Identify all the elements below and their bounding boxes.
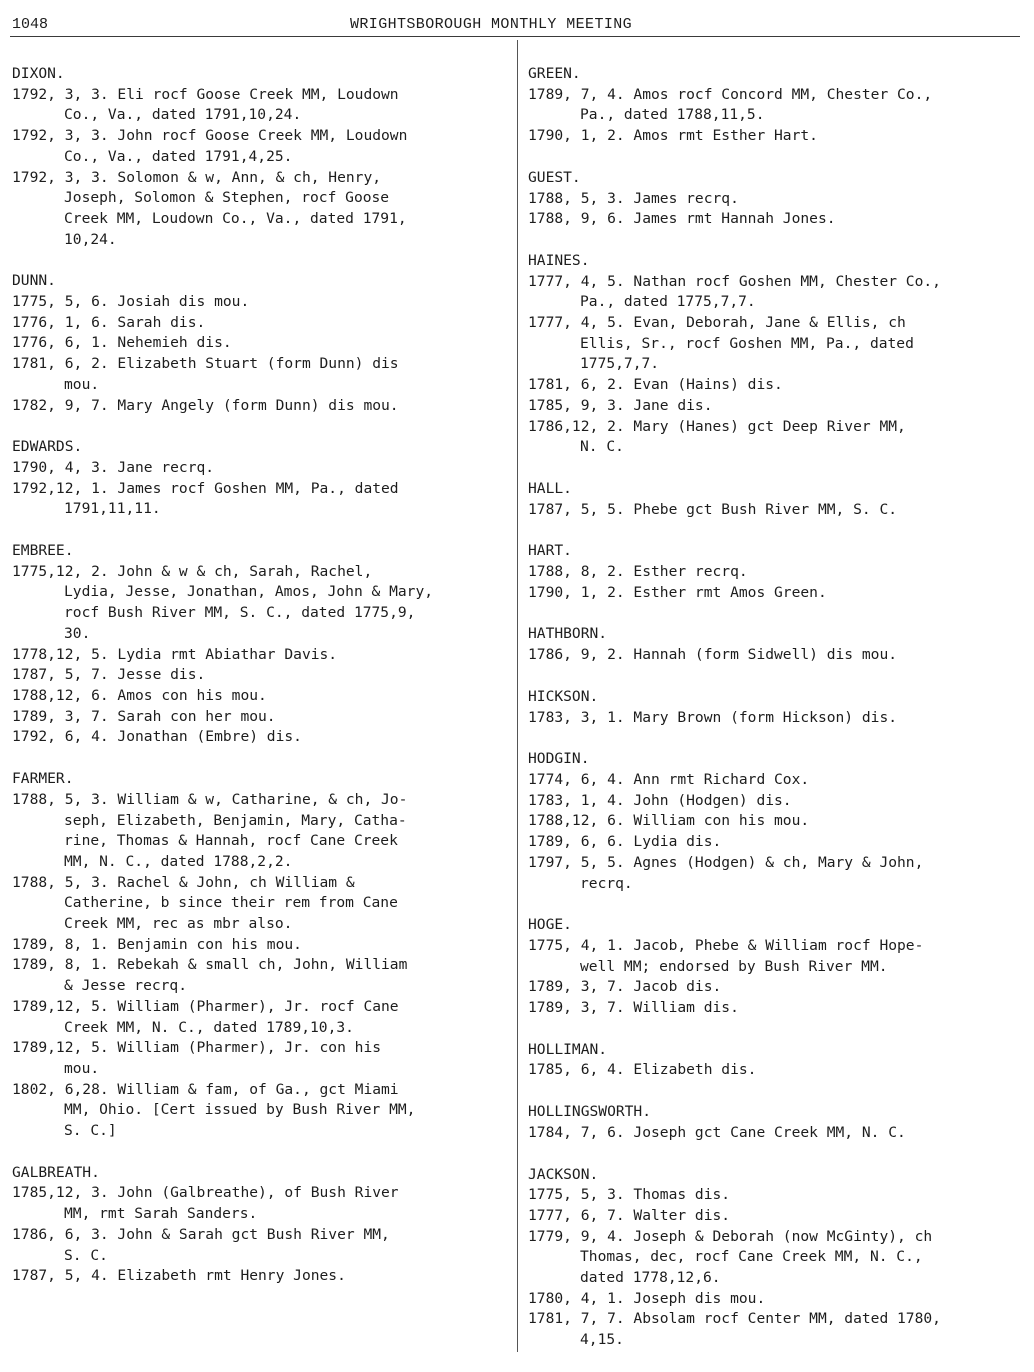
record-line: 1790, 1, 2. Esther rmt Amos Green. bbox=[528, 583, 827, 601]
record-continuation-line: S. C.] bbox=[64, 1122, 117, 1140]
record-line: 1788, 8, 2. Esther recrq. bbox=[528, 563, 748, 581]
record-entry bbox=[12, 354, 510, 395]
record-continuation-line: Thomas, dec, rocf Cane Creek MM, N. C., bbox=[580, 1248, 923, 1266]
record-entry bbox=[528, 977, 1022, 998]
record-continuation-line: rocf Bush River MM, S. C., dated 1775,9, bbox=[64, 604, 416, 622]
record-entry bbox=[528, 189, 1022, 210]
family-surname: HALL. bbox=[528, 479, 572, 497]
record-entry bbox=[528, 811, 1022, 832]
family-surname: DUNN. bbox=[12, 272, 56, 290]
record-line: 1789, 3, 7. Sarah con her mou. bbox=[12, 707, 276, 725]
family-block bbox=[12, 271, 510, 416]
record-continuation-line: Catherine, b since their rem from Cane bbox=[64, 894, 398, 912]
family-block bbox=[12, 437, 510, 520]
record-entry bbox=[528, 1309, 1022, 1350]
record-line: 1790, 1, 2. Amos rmt Esther Hart. bbox=[528, 127, 818, 145]
left-column bbox=[12, 64, 510, 1308]
record-line: 1789, 7, 4. Amos rocf Concord MM, Chester Co., bbox=[528, 85, 933, 103]
family-block bbox=[12, 64, 510, 250]
record-line: 1792,12, 1. James rocf Goshen MM, Pa., dated bbox=[12, 479, 399, 497]
family-block bbox=[528, 479, 1022, 520]
record-continuation-line: MM, Ohio. [Cert issued by Bush River MM, bbox=[64, 1101, 416, 1119]
record-entry bbox=[528, 562, 1022, 583]
record-entry bbox=[12, 686, 510, 707]
record-continuation-line: 4,15. bbox=[580, 1331, 624, 1349]
record-entry bbox=[12, 727, 510, 748]
family-block bbox=[528, 687, 1022, 728]
record-line: 1802, 6,28. William & fam, of Ga., gct Miami bbox=[12, 1080, 399, 1098]
record-line: 1780, 4, 1. Joseph dis mou. bbox=[528, 1289, 766, 1307]
record-entry bbox=[528, 770, 1022, 791]
record-entry bbox=[528, 583, 1022, 604]
record-line: 1788, 5, 3. James recrq. bbox=[528, 189, 739, 207]
page-header bbox=[10, 14, 1020, 37]
record-entry bbox=[12, 396, 510, 417]
record-entry bbox=[12, 292, 510, 313]
family-block bbox=[528, 251, 1022, 458]
record-entry bbox=[12, 645, 510, 666]
right-column bbox=[528, 64, 1022, 1372]
family-surname: GALBREATH. bbox=[12, 1163, 100, 1181]
record-line: 1792, 6, 4. Jonathan (Embre) dis. bbox=[12, 728, 302, 746]
record-line: 1787, 5, 4. Elizabeth rmt Henry Jones. bbox=[12, 1267, 346, 1285]
record-entry bbox=[528, 936, 1022, 977]
record-entry bbox=[12, 479, 510, 520]
record-continuation-line: Joseph, Solomon & Stephen, rocf Goose bbox=[64, 189, 390, 207]
family-surname: HAINES. bbox=[528, 251, 590, 269]
record-entry bbox=[528, 1289, 1022, 1310]
family-block bbox=[528, 64, 1022, 147]
record-entry bbox=[528, 645, 1022, 666]
record-entry bbox=[528, 272, 1022, 313]
record-entry bbox=[528, 791, 1022, 812]
record-entry bbox=[12, 1225, 510, 1266]
record-continuation-line: dated 1778,12,6. bbox=[580, 1269, 721, 1287]
record-line: 1778,12, 5. Lydia rmt Abiathar Davis. bbox=[12, 645, 338, 663]
family-block bbox=[528, 624, 1022, 665]
record-continuation-line: 30. bbox=[64, 624, 91, 642]
record-entry bbox=[528, 1227, 1022, 1289]
record-line: 1788, 5, 3. Rachel & John, ch William & bbox=[12, 873, 355, 891]
family-surname: HOGE. bbox=[528, 916, 572, 934]
record-line: 1783, 1, 4. John (Hodgen) dis. bbox=[528, 791, 792, 809]
record-continuation-line: well MM; endorsed by Bush River MM. bbox=[580, 957, 888, 975]
record-continuation-line: Pa., dated 1775,7,7. bbox=[580, 293, 756, 311]
record-continuation-line: Co., Va., dated 1791,4,25. bbox=[64, 147, 293, 165]
family-surname: HOLLINGSWORTH. bbox=[528, 1103, 652, 1121]
record-entry bbox=[528, 209, 1022, 230]
record-line: 1781, 6, 2. Elizabeth Stuart (form Dunn) dis bbox=[12, 355, 399, 373]
record-continuation-line: MM, N. C., dated 1788,2,2. bbox=[64, 852, 293, 870]
record-continuation-line: N. C. bbox=[580, 438, 624, 456]
record-entry bbox=[12, 1038, 510, 1079]
record-line: 1785, 6, 4. Elizabeth dis. bbox=[528, 1061, 757, 1079]
record-entry bbox=[528, 998, 1022, 1019]
record-continuation-line: Creek MM, Loudown Co., Va., dated 1791, bbox=[64, 209, 407, 227]
record-line: 1792, 3, 3. Eli rocf Goose Creek MM, Loudown bbox=[12, 85, 399, 103]
column-divider bbox=[517, 40, 518, 1352]
record-entry bbox=[528, 500, 1022, 521]
record-entry bbox=[12, 935, 510, 956]
record-continuation-line: Pa., dated 1788,11,5. bbox=[580, 106, 765, 124]
record-continuation-line: 1791,11,11. bbox=[64, 500, 161, 518]
record-line: 1787, 5, 7. Jesse dis. bbox=[12, 666, 206, 684]
record-line: 1784, 7, 6. Joseph gct Cane Creek MM, N. C. bbox=[528, 1123, 906, 1141]
record-line: 1788,12, 6. William con his mou. bbox=[528, 812, 810, 830]
record-line: 1788,12, 6. Amos con his mou. bbox=[12, 686, 267, 704]
record-continuation-line: MM, rmt Sarah Sanders. bbox=[64, 1205, 258, 1223]
record-line: 1788, 5, 3. William & w, Catharine, & ch, Jo- bbox=[12, 790, 408, 808]
record-line: 1776, 6, 1. Nehemieh dis. bbox=[12, 334, 232, 352]
record-continuation-line: Ellis, Sr., rocf Goshen MM, Pa., dated bbox=[580, 334, 914, 352]
family-block bbox=[528, 915, 1022, 1019]
record-entry bbox=[12, 313, 510, 334]
record-entry bbox=[12, 1266, 510, 1287]
record-line: 1785,12, 3. John (Galbreathe), of Bush River bbox=[12, 1184, 399, 1202]
family-block bbox=[12, 1163, 510, 1287]
record-line: 1789,12, 5. William (Pharmer), Jr. rocf Cane bbox=[12, 997, 399, 1015]
page-number: 1048 bbox=[12, 16, 49, 33]
record-entry bbox=[528, 375, 1022, 396]
record-entry bbox=[12, 126, 510, 167]
family-block bbox=[528, 168, 1022, 230]
record-line: 1781, 6, 2. Evan (Hains) dis. bbox=[528, 376, 783, 394]
record-line: 1789,12, 5. William (Pharmer), Jr. con his bbox=[12, 1039, 382, 1057]
family-surname: GREEN. bbox=[528, 65, 581, 82]
record-line: 1777, 4, 5. Nathan rocf Goshen MM, Chester Co., bbox=[528, 272, 941, 290]
record-entry bbox=[12, 168, 510, 251]
record-line: 1779, 9, 4. Joseph & Deborah (now McGinty), ch bbox=[528, 1227, 933, 1245]
record-line: 1786,12, 2. Mary (Hanes) gct Deep River MM, bbox=[528, 417, 906, 435]
record-continuation-line: Creek MM, rec as mbr also. bbox=[64, 915, 293, 933]
record-entry bbox=[528, 417, 1022, 458]
family-surname: GUEST. bbox=[528, 168, 581, 186]
record-line: 1790, 4, 3. Jane recrq. bbox=[12, 458, 215, 476]
record-line: 1777, 6, 7. Walter dis. bbox=[528, 1206, 731, 1224]
family-block bbox=[528, 1102, 1022, 1143]
record-line: 1789, 8, 1. Rebekah & small ch, John, William bbox=[12, 956, 408, 974]
family-block bbox=[528, 1165, 1022, 1351]
record-entry bbox=[12, 790, 510, 873]
family-surname: HOLLIMAN. bbox=[528, 1040, 608, 1058]
family-surname: EDWARDS. bbox=[12, 438, 83, 456]
record-continuation-line: Creek MM, N. C., dated 1789,10,3. bbox=[64, 1018, 354, 1036]
family-surname: HART. bbox=[528, 542, 572, 560]
record-continuation-line: 10,24. bbox=[64, 230, 117, 248]
running-head-title: WRIGHTSBOROUGH MONTHLY MEETING bbox=[350, 16, 633, 33]
record-entry bbox=[528, 1123, 1022, 1144]
family-block bbox=[528, 749, 1022, 894]
record-entry bbox=[12, 955, 510, 996]
record-line: 1785, 9, 3. Jane dis. bbox=[528, 396, 713, 414]
record-entry bbox=[12, 873, 510, 935]
record-line: 1775, 5, 3. Thomas dis. bbox=[528, 1186, 731, 1204]
record-continuation-line: mou. bbox=[64, 375, 100, 393]
record-entry bbox=[528, 126, 1022, 147]
record-entry bbox=[528, 708, 1022, 729]
record-continuation-line: S. C. bbox=[64, 1246, 108, 1264]
family-block bbox=[528, 541, 1022, 603]
record-entry bbox=[12, 997, 510, 1038]
record-entry bbox=[528, 1206, 1022, 1227]
record-entry bbox=[12, 333, 510, 354]
record-entry bbox=[12, 1080, 510, 1142]
family-surname: HICKSON. bbox=[528, 687, 599, 705]
record-line: 1792, 3, 3. John rocf Goose Creek MM, Loudown bbox=[12, 127, 408, 145]
record-continuation-line: Co., Va., dated 1791,10,24. bbox=[64, 106, 302, 124]
record-line: 1788, 9, 6. James rmt Hannah Jones. bbox=[528, 210, 836, 228]
record-entry bbox=[528, 313, 1022, 375]
family-surname: FARMER. bbox=[12, 770, 74, 788]
record-entry bbox=[528, 396, 1022, 417]
record-line: 1782, 9, 7. Mary Angely (form Dunn) dis mou. bbox=[12, 396, 399, 414]
record-entry bbox=[12, 665, 510, 686]
record-entry bbox=[528, 1185, 1022, 1206]
record-line: 1789, 3, 7. William dis. bbox=[528, 999, 739, 1017]
record-line: 1789, 8, 1. Benjamin con his mou. bbox=[12, 935, 302, 953]
record-line: 1783, 3, 1. Mary Brown (form Hickson) dis. bbox=[528, 708, 898, 726]
record-entry bbox=[528, 853, 1022, 894]
record-continuation-line: mou. bbox=[64, 1059, 100, 1077]
record-continuation-line: & Jesse recrq. bbox=[64, 977, 188, 995]
record-line: 1775, 5, 6. Josiah dis mou. bbox=[12, 293, 250, 311]
family-block bbox=[12, 541, 510, 748]
record-entry bbox=[12, 85, 510, 126]
record-entry bbox=[12, 707, 510, 728]
record-continuation-line: 1775,7,7. bbox=[580, 355, 660, 373]
record-line: 1781, 7, 7. Absolam rocf Center MM, dated 1780, bbox=[528, 1310, 941, 1328]
record-line: 1777, 4, 5. Evan, Deborah, Jane & Ellis, ch bbox=[528, 314, 906, 332]
record-line: 1775, 4, 1. Jacob, Phebe & William rocf Hope- bbox=[528, 936, 924, 954]
record-line: 1792, 3, 3. Solomon & w, Ann, & ch, Henry, bbox=[12, 168, 382, 186]
record-continuation-line: rine, Thomas & Hannah, rocf Cane Creek bbox=[64, 832, 398, 850]
record-line: 1774, 6, 4. Ann rmt Richard Cox. bbox=[528, 770, 810, 788]
record-entry bbox=[12, 458, 510, 479]
record-continuation-line: seph, Elizabeth, Benjamin, Mary, Catha- bbox=[64, 811, 407, 829]
record-line: 1786, 9, 2. Hannah (form Sidwell) dis mou. bbox=[528, 646, 898, 664]
family-surname: EMBREE. bbox=[12, 542, 74, 560]
record-line: 1797, 5, 5. Agnes (Hodgen) & ch, Mary & John, bbox=[528, 853, 924, 871]
family-block bbox=[528, 1040, 1022, 1081]
family-surname: HATHBORN. bbox=[528, 625, 608, 643]
record-line: 1789, 6, 6. Lydia dis. bbox=[528, 833, 722, 851]
record-continuation-line: recrq. bbox=[580, 874, 633, 892]
record-entry bbox=[528, 832, 1022, 853]
family-surname: DIXON. bbox=[12, 65, 65, 82]
record-entry bbox=[528, 1060, 1022, 1081]
record-entry bbox=[12, 562, 510, 645]
record-line: 1789, 3, 7. Jacob dis. bbox=[528, 978, 722, 996]
record-line: 1775,12, 2. John & w & ch, Sarah, Rachel, bbox=[12, 562, 373, 580]
record-entry bbox=[12, 1183, 510, 1224]
record-line: 1786, 6, 3. John & Sarah gct Bush River MM, bbox=[12, 1225, 390, 1243]
record-continuation-line: Lydia, Jesse, Jonathan, Amos, John & Mary, bbox=[64, 583, 434, 601]
family-block bbox=[12, 769, 510, 1142]
record-line: 1776, 1, 6. Sarah dis. bbox=[12, 313, 206, 331]
record-line: 1787, 5, 5. Phebe gct Bush River MM, S. C. bbox=[528, 500, 898, 518]
family-surname: JACKSON. bbox=[528, 1165, 599, 1183]
record-entry bbox=[528, 85, 1022, 126]
family-surname: HODGIN. bbox=[528, 750, 590, 768]
